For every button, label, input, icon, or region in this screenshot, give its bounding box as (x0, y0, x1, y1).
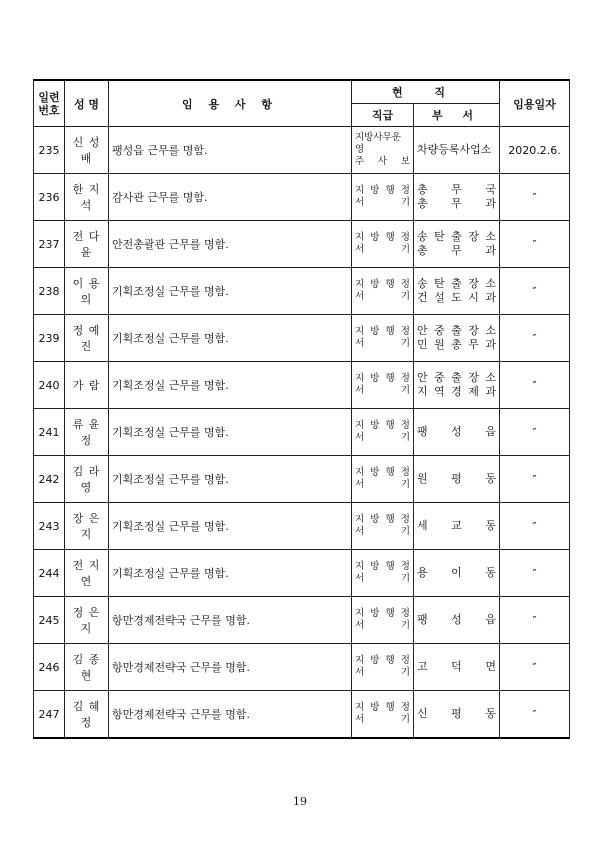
grade-line: 서 기 (355, 620, 410, 631)
name-cell: 김 혜 정 (65, 691, 109, 739)
grade-cell (352, 268, 414, 315)
grade-line: 지 방 행 정 (355, 561, 410, 572)
grade-line: 지 방 행 정 (355, 279, 410, 290)
department-cell (414, 174, 500, 221)
name-cell: 장 은 지 (65, 503, 109, 550)
department-line: 건 설 도 시 과 (417, 291, 496, 304)
grade-cell (352, 174, 414, 221)
name-cell: 한 지 석 (65, 174, 109, 221)
table-row (34, 409, 570, 456)
name-cell: 류 윤 정 (65, 409, 109, 456)
appointment-table (33, 79, 570, 739)
serial-number-cell: 239 (34, 315, 65, 362)
grade-line: 지 방 행 정 (355, 702, 410, 713)
grade-cell (352, 644, 414, 691)
appointment-cell: 항만경제전략국 근무를 명함. (109, 644, 352, 691)
appointment-cell: 기획조정실 근무를 명함. (109, 550, 352, 597)
table-row (34, 597, 570, 644)
name-cell: 전 다 윤 (65, 221, 109, 268)
grade-line: 서 기 (355, 432, 410, 443)
grade-line: 서 기 (355, 338, 410, 349)
table-row (34, 456, 570, 503)
department-line: 원 평 동 (417, 472, 496, 485)
grade-line: 서 기 (355, 385, 410, 396)
appointment-cell: 기획조정실 근무를 명함. (109, 315, 352, 362)
name-cell: 김 라 영 (65, 456, 109, 503)
department-cell (414, 644, 500, 691)
grade-line: 지 방 행 정 (355, 185, 410, 196)
serial-number-cell: 244 (34, 550, 65, 597)
table-row (34, 221, 570, 268)
grade-cell (352, 221, 414, 268)
appointment-cell: 기획조정실 근무를 명함. (109, 362, 352, 409)
serial-header-line2: 번호 (38, 103, 60, 117)
grade-line: 서 기 (355, 197, 410, 208)
grade-line: 서 기 (355, 291, 410, 302)
department-line: 안 중 출 장 소 (417, 371, 496, 384)
appointment-date-cell: ″ (500, 268, 570, 315)
department-line: 신 평 동 (417, 707, 496, 720)
grade-cell (352, 409, 414, 456)
name-cell: 이 용 의 (65, 268, 109, 315)
department-cell (414, 221, 500, 268)
appointment-date-cell: ″ (500, 362, 570, 409)
grade-line: 지 방 행 정 (355, 326, 410, 337)
department-line: 팽 성 읍 (417, 425, 496, 438)
department-line: 송 탄 출 장 소 (417, 230, 496, 243)
table-row (34, 503, 570, 550)
grade-line: 지 방 행 정 (355, 514, 410, 525)
department-line: 고 덕 면 (417, 660, 496, 673)
department-cell (414, 315, 500, 362)
grade-line: 서 기 (355, 573, 410, 584)
grade-line: 지 방 행 정 (355, 420, 410, 431)
department-cell (414, 362, 500, 409)
appointment-date-cell: 2020.2.6. (500, 127, 570, 174)
department-line: 총 무 국 (417, 183, 496, 196)
appointment-cell: 기획조정실 근무를 명함. (109, 456, 352, 503)
grade-line: 서 기 (355, 244, 410, 255)
grade-cell (352, 456, 414, 503)
department-line: 안 중 출 장 소 (417, 324, 496, 337)
table-row (34, 127, 570, 174)
name-cell: 신 성 배 (65, 127, 109, 174)
department-line: 송 탄 출 장 소 (417, 277, 496, 290)
department-line: 지 역 경 제 과 (417, 385, 496, 398)
appointment-date-cell: ″ (500, 691, 570, 739)
table-row (34, 691, 570, 739)
table-row (34, 362, 570, 409)
department-line: 팽 성 읍 (417, 613, 496, 626)
appointment-cell: 항만경제전략국 근무를 명함. (109, 691, 352, 739)
department-cell (414, 503, 500, 550)
appointment-date-cell: ″ (500, 597, 570, 644)
grade-line: 서 기 (355, 526, 410, 537)
appointment-cell: 안전총괄관 근무를 명함. (109, 221, 352, 268)
serial-number-cell: 246 (34, 644, 65, 691)
appointment-date-cell: ″ (500, 550, 570, 597)
table-row (34, 550, 570, 597)
table-row (34, 315, 570, 362)
date-header: 임용일자 (500, 80, 570, 127)
serial-number-cell: 245 (34, 597, 65, 644)
grade-header: 직급 (352, 104, 414, 127)
grade-line: 지 방 행 정 (355, 232, 410, 243)
grade-line: 지방사무운영 (355, 132, 401, 155)
appointment-cell: 기획조정실 근무를 명함. (109, 409, 352, 456)
grade-cell (352, 362, 414, 409)
department-line: 민 원 총 무 과 (417, 338, 496, 351)
department-line: 총 무 과 (417, 244, 496, 257)
table-row (34, 644, 570, 691)
grade-line: 서 기 (355, 479, 410, 490)
department-line: 세 교 동 (417, 519, 496, 532)
serial-number-cell: 240 (34, 362, 65, 409)
serial-number-cell: 235 (34, 127, 65, 174)
name-cell: 전 지 연 (65, 550, 109, 597)
grade-line: 지 방 행 정 (355, 467, 410, 478)
serial-number-cell: 238 (34, 268, 65, 315)
table-row (34, 174, 570, 221)
appointment-cell: 항만경제전략국 근무를 명함. (109, 597, 352, 644)
table-row (34, 268, 570, 315)
grade-line: 지 방 행 정 (355, 373, 410, 384)
appointment-date-cell: ″ (500, 456, 570, 503)
department-cell (414, 456, 500, 503)
appointment-cell: 팽성읍 근무를 명함. (109, 127, 352, 174)
grade-line: 서 기 (355, 714, 410, 725)
appointment-cell: 감사관 근무를 명함. (109, 174, 352, 221)
department-cell (414, 409, 500, 456)
department-cell (414, 268, 500, 315)
serial-number-cell: 247 (34, 691, 65, 739)
name-header: 성 명 (65, 80, 109, 127)
appointment-cell: 기획조정실 근무를 명함. (109, 268, 352, 315)
serial-number-cell: 236 (34, 174, 65, 221)
department-header: 부 서 (414, 104, 500, 127)
table-body (34, 127, 570, 739)
current-position-header: 현 직 (352, 80, 500, 104)
grade-line: 지 방 행 정 (355, 608, 410, 619)
department-cell (414, 550, 500, 597)
appointment-date-cell: ″ (500, 409, 570, 456)
serial-number-cell: 242 (34, 456, 65, 503)
name-cell: 정 은 지 (65, 597, 109, 644)
serial-header-line1: 일련 (38, 90, 60, 104)
department-line: 총 무 과 (417, 197, 496, 210)
grade-cell (352, 503, 414, 550)
department-line: 용 이 동 (417, 566, 496, 579)
name-cell: 가 람 (65, 362, 109, 409)
grade-line: 서 기 (355, 667, 410, 678)
grade-cell (352, 127, 414, 174)
appointment-cell: 기획조정실 근무를 명함. (109, 503, 352, 550)
grade-line: 주 사 보 (355, 156, 410, 167)
table-header-row (34, 80, 570, 104)
appointment-date-cell: ″ (500, 644, 570, 691)
appointment-date-cell: ″ (500, 503, 570, 550)
appointment-date-cell: ″ (500, 221, 570, 268)
appointment-date-cell: ″ (500, 315, 570, 362)
department-cell (414, 691, 500, 739)
department-line: 차량등록사업소 (417, 143, 492, 156)
appointment-date-cell: ″ (500, 174, 570, 221)
grade-cell (352, 691, 414, 739)
name-cell: 김 종 현 (65, 644, 109, 691)
department-cell (414, 597, 500, 644)
grade-cell (352, 550, 414, 597)
grade-cell (352, 597, 414, 644)
department-cell (414, 127, 500, 174)
serial-number-cell: 243 (34, 503, 65, 550)
name-cell: 정 예 진 (65, 315, 109, 362)
grade-cell (352, 315, 414, 362)
appointment-header: 임 용 사 항 (109, 80, 352, 127)
page-number: 19 (293, 795, 307, 808)
serial-number-cell: 241 (34, 409, 65, 456)
serial-number-header (34, 80, 65, 127)
grade-line: 지 방 행 정 (355, 655, 410, 666)
serial-number-cell: 237 (34, 221, 65, 268)
